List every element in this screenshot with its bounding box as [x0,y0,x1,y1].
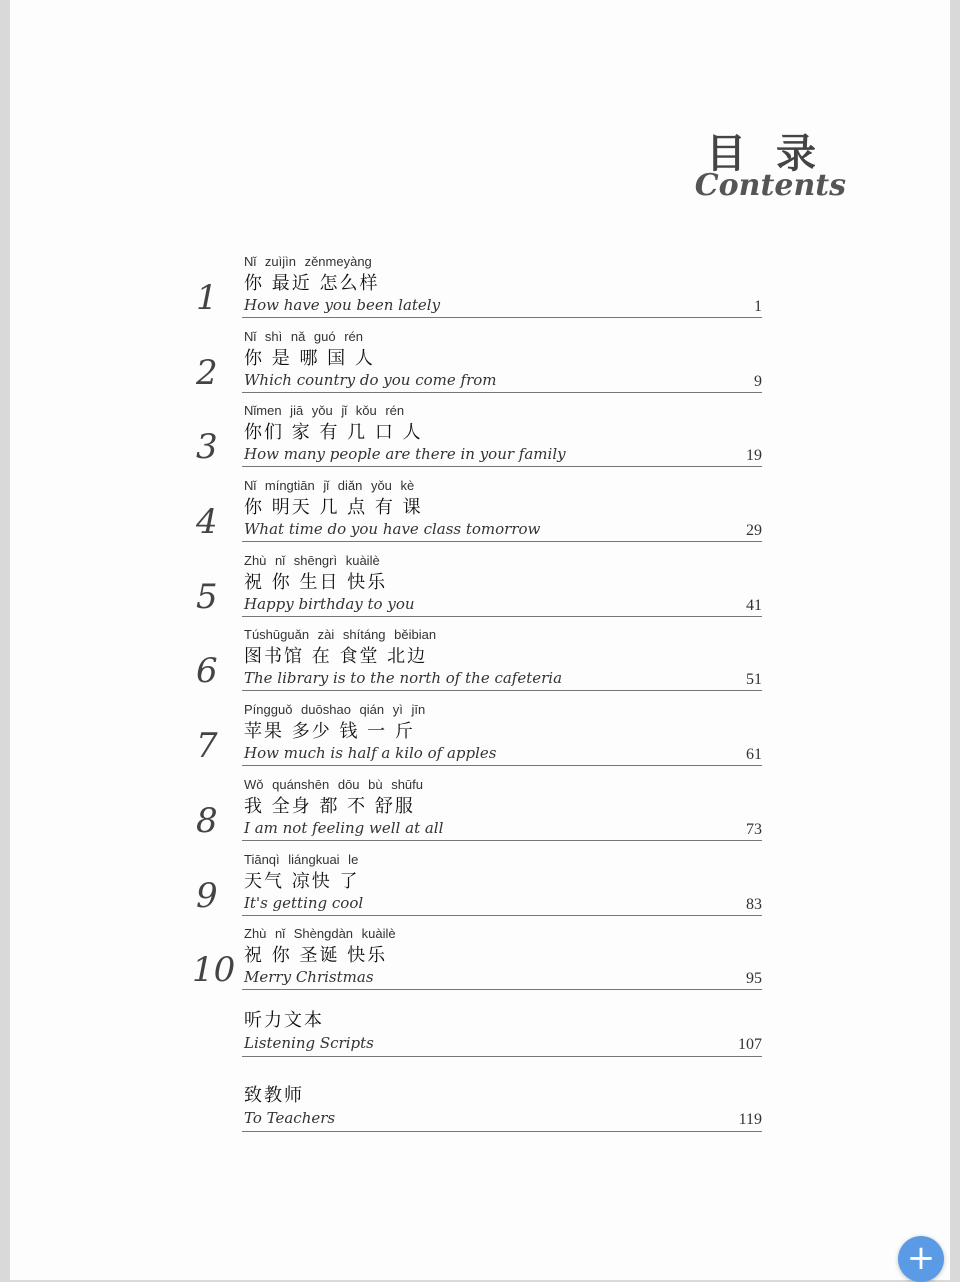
lesson-pinyin: Nǐ shì nǎ guó rén [244,329,364,344]
lesson-pinyin: Zhù nǐ Shèngdàn kuàilè [244,926,396,941]
lesson-title-english: What time do you have class tomorrow [244,520,541,538]
lesson-title-english: I am not feeling well at all [244,819,444,837]
page-number: 61 [746,746,762,763]
lesson-title-english: How many people are there in your family [244,445,566,463]
lesson-title-english: It's getting cool [244,894,364,912]
lesson-title-chinese: 你们 家 有 几 口 人 [244,422,423,443]
page-number: 41 [746,597,762,614]
lesson-number: 8 [196,801,218,841]
toc-entry[interactable] [10,702,950,774]
lesson-pinyin: Zhù nǐ shēngrì kuàilè [244,553,380,568]
lesson-title-chinese: 祝 你 圣诞 快乐 [244,945,388,966]
page-number: 119 [738,1111,762,1128]
toc-entry-to-teachers[interactable] [10,1081,950,1141]
divider [242,915,762,916]
lesson-pinyin: Tiānqì liángkuai le [244,852,359,867]
toc-entry[interactable] [10,254,950,326]
toc-entry[interactable] [10,777,950,849]
lesson-title-chinese: 你 最近 怎么样 [244,273,380,294]
page-number: 9 [754,373,762,390]
divider [242,1131,762,1132]
table-of-contents [10,0,950,1280]
lesson-title-english: Happy birthday to you [244,595,415,613]
section-title-chinese: 听力文本 [244,1010,324,1031]
divider [242,765,762,766]
lesson-number: 3 [196,427,218,467]
lesson-pinyin: Wǒ quánshēn dōu bù shūfu [244,777,424,792]
add-button[interactable] [898,1236,944,1282]
page-number: 73 [746,821,762,838]
contents-title-english: Contents [694,168,846,203]
divider [242,690,762,691]
page-number: 107 [738,1036,762,1053]
divider [242,317,762,318]
lesson-title-chinese: 你 明天 几 点 有 课 [244,497,423,518]
divider [242,1056,762,1057]
lesson-title-chinese: 苹果 多少 钱 一 斤 [244,721,415,742]
lesson-title-chinese: 祝 你 生日 快乐 [244,572,388,593]
plus-icon: + [906,1238,936,1278]
toc-entry[interactable] [10,478,950,550]
page-number: 1 [754,298,762,315]
toc-entry[interactable] [10,329,950,401]
toc-entry[interactable] [10,553,950,625]
section-title-english: To Teachers [244,1109,336,1127]
lesson-title-chinese: 我 全身 都 不 舒服 [244,796,415,817]
page-number: 83 [746,896,762,913]
lesson-number: 6 [196,651,218,691]
lesson-title-chinese: 天气 凉快 了 [244,871,360,892]
lesson-title-chinese: 图书馆 在 食堂 北边 [244,646,428,667]
page-number: 95 [746,970,762,987]
toc-entry[interactable] [10,627,950,699]
lesson-pinyin: Túshūguǎn zài shítáng běibian [244,627,437,642]
divider [242,541,762,542]
lesson-title-english: The library is to the north of the cafeteria [244,669,563,687]
toc-entry-listening-scripts[interactable] [10,1006,950,1066]
lesson-title-chinese: 你 是 哪 国 人 [244,348,375,369]
divider [242,466,762,467]
lesson-pinyin: Nǐ míngtiān jǐ diǎn yǒu kè [244,478,415,493]
lesson-title-english: Merry Christmas [244,968,374,986]
section-title-chinese: 致教师 [244,1085,304,1106]
divider [242,840,762,841]
page-number: 51 [746,671,762,688]
divider [242,392,762,393]
lesson-number: 9 [196,876,218,916]
toc-entry[interactable] [10,852,950,924]
lesson-pinyin: Píngguǒ duōshao qián yì jīn [244,702,426,717]
page-number: 19 [746,447,762,464]
section-title-english: Listening Scripts [244,1034,374,1052]
lesson-number: 4 [196,502,218,542]
document-page [10,0,950,1280]
lesson-pinyin: Nǐ zuìjìn zěnmeyàng [244,254,372,269]
lesson-number: 2 [196,353,218,393]
lesson-number: 7 [196,726,218,766]
lesson-pinyin: Nǐmen jiā yǒu jǐ kǒu rén [244,403,405,418]
page-number: 29 [746,522,762,539]
lesson-title-english: Which country do you come from [244,371,497,389]
lesson-number: 1 [196,278,218,318]
toc-entry[interactable] [10,403,950,475]
contents-title-chinese: 目录 [706,131,846,177]
lesson-title-english: How much is half a kilo of apples [244,744,497,762]
divider [242,989,762,990]
toc-entry[interactable] [10,926,950,998]
lesson-number: 5 [196,577,218,617]
divider [242,616,762,617]
lesson-title-english: How have you been lately [244,296,441,314]
lesson-number: 10 [192,950,236,990]
